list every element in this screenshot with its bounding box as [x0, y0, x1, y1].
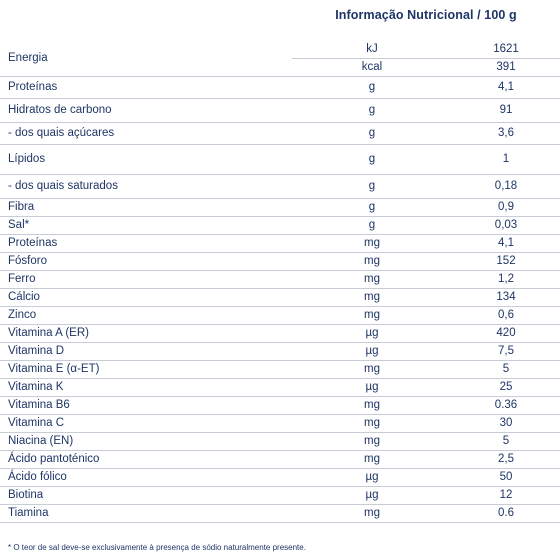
- table-row: [0, 76, 560, 98]
- unit-cell: g: [292, 144, 452, 174]
- value-cell: 7,5: [452, 342, 560, 360]
- value-cell: 0,6: [452, 306, 560, 324]
- table-row: [0, 378, 560, 396]
- unit-cell: µg: [292, 342, 452, 360]
- value-cell: 0.6: [452, 504, 560, 522]
- table-row: [0, 504, 560, 522]
- nutrient-label: Proteínas: [0, 234, 292, 252]
- table-row: [0, 270, 560, 288]
- nutrient-label: Vitamina K: [0, 378, 292, 396]
- nutrition-table: [0, 40, 560, 523]
- nutrient-label: - dos quais açúcares: [0, 122, 292, 144]
- table-row: [0, 144, 560, 174]
- unit-cell: mg: [292, 288, 452, 306]
- table-row: [0, 122, 560, 144]
- value-cell: 30: [452, 414, 560, 432]
- nutrient-label: Vitamina E (α-ET): [0, 360, 292, 378]
- nutrient-label: Proteínas: [0, 76, 292, 98]
- table-row: [0, 432, 560, 450]
- unit-cell: µg: [292, 486, 452, 504]
- table-row: [0, 252, 560, 270]
- table-row: [0, 342, 560, 360]
- unit-cell: µg: [292, 378, 452, 396]
- unit-cell: mg: [292, 450, 452, 468]
- nutrient-label: Biotina: [0, 486, 292, 504]
- unit-cell: mg: [292, 396, 452, 414]
- value-cell: 1621: [452, 40, 560, 58]
- unit-cell: g: [292, 198, 452, 216]
- value-cell: 3,6: [452, 122, 560, 144]
- nutrient-label: Lípidos: [0, 144, 292, 174]
- nutrient-label: Hidratos de carbono: [0, 98, 292, 122]
- value-cell: 1,2: [452, 270, 560, 288]
- table-row: [0, 216, 560, 234]
- unit-cell: g: [292, 216, 452, 234]
- table-title: Informação Nutricional / 100 g: [335, 8, 517, 22]
- nutrient-label: Fibra: [0, 198, 292, 216]
- unit-cell: mg: [292, 234, 452, 252]
- value-cell: 2,5: [452, 450, 560, 468]
- table-row: [0, 324, 560, 342]
- table-row: [0, 360, 560, 378]
- value-cell: 4,1: [452, 76, 560, 98]
- value-cell: 1: [452, 144, 560, 174]
- table-row: [0, 306, 560, 324]
- value-cell: 4,1: [452, 234, 560, 252]
- unit-cell: µg: [292, 468, 452, 486]
- table-row: [0, 486, 560, 504]
- nutrient-label: Vitamina D: [0, 342, 292, 360]
- nutrient-label: Vitamina C: [0, 414, 292, 432]
- unit-cell: g: [292, 76, 452, 98]
- nutrient-label: Ferro: [0, 270, 292, 288]
- value-cell: 0,18: [452, 174, 560, 198]
- value-cell: 134: [452, 288, 560, 306]
- nutrient-label: - dos quais saturados: [0, 174, 292, 198]
- nutrient-label: Energia: [0, 40, 292, 76]
- nutrient-label: Vitamina A (ER): [0, 324, 292, 342]
- value-cell: 420: [452, 324, 560, 342]
- value-cell: 0,9: [452, 198, 560, 216]
- value-cell: 0,03: [452, 216, 560, 234]
- table-row: [0, 174, 560, 198]
- nutrient-label: Ácido pantoténico: [0, 450, 292, 468]
- unit-cell: kJ: [292, 40, 452, 58]
- table-row: [0, 234, 560, 252]
- unit-cell: kcal: [292, 58, 452, 76]
- value-cell: 152: [452, 252, 560, 270]
- unit-cell: mg: [292, 306, 452, 324]
- nutrient-label: Tiamina: [0, 504, 292, 522]
- unit-cell: g: [292, 98, 452, 122]
- table-row: [0, 468, 560, 486]
- nutrient-label: Cálcio: [0, 288, 292, 306]
- unit-cell: mg: [292, 432, 452, 450]
- unit-cell: mg: [292, 504, 452, 522]
- nutrition-table-body: [0, 40, 560, 522]
- nutrient-label: Zinco: [0, 306, 292, 324]
- unit-cell: mg: [292, 252, 452, 270]
- table-row-energia-kj: [0, 40, 560, 58]
- unit-cell: g: [292, 122, 452, 144]
- unit-cell: mg: [292, 414, 452, 432]
- nutrient-label: Ácido fólico: [0, 468, 292, 486]
- unit-cell: g: [292, 174, 452, 198]
- nutrient-label: Sal*: [0, 216, 292, 234]
- value-cell: 5: [452, 432, 560, 450]
- unit-cell: µg: [292, 324, 452, 342]
- value-cell: 5: [452, 360, 560, 378]
- value-cell: 391: [452, 58, 560, 76]
- value-cell: 91: [452, 98, 560, 122]
- value-cell: 0.36: [452, 396, 560, 414]
- table-row: [0, 414, 560, 432]
- value-cell: 50: [452, 468, 560, 486]
- value-cell: 12: [452, 486, 560, 504]
- unit-cell: mg: [292, 360, 452, 378]
- table-row: [0, 288, 560, 306]
- table-row: [0, 98, 560, 122]
- nutrient-label: Fósforo: [0, 252, 292, 270]
- table-row: [0, 396, 560, 414]
- value-cell: 25: [452, 378, 560, 396]
- table-row: [0, 450, 560, 468]
- nutrient-label: Niacina (EN): [0, 432, 292, 450]
- table-row: [0, 198, 560, 216]
- unit-cell: mg: [292, 270, 452, 288]
- footnote: * O teor de sal deve-se exclusivamente à presença de sódio naturalmente presente.: [8, 543, 306, 552]
- nutrient-label: Vitamina B6: [0, 396, 292, 414]
